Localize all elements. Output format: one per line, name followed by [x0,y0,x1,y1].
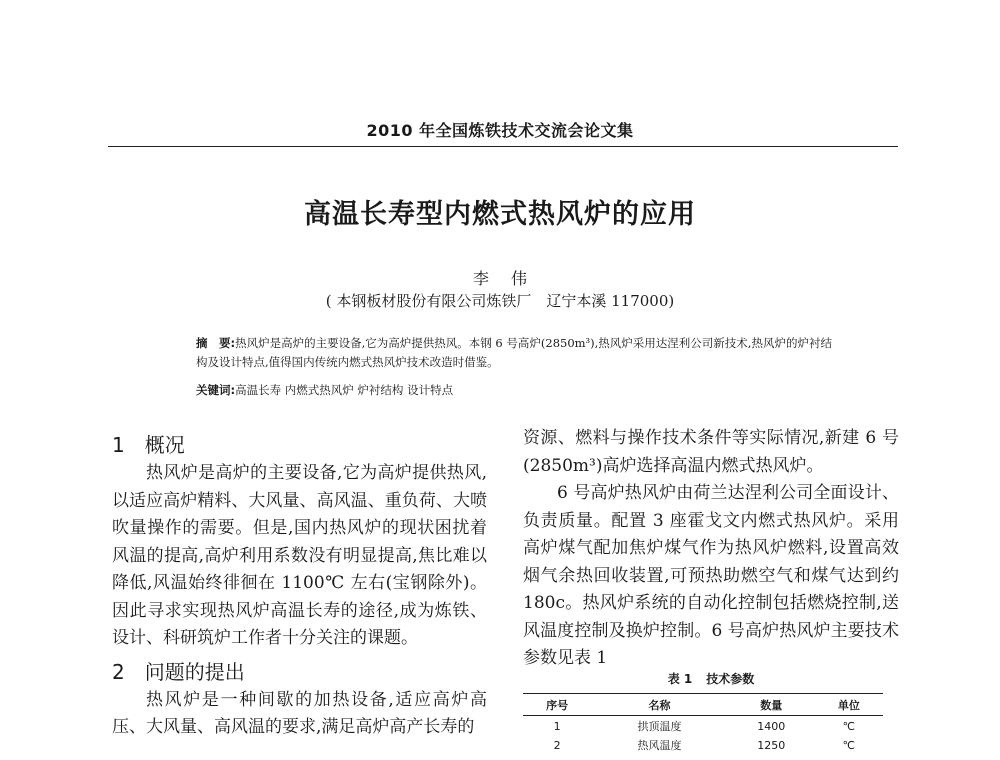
affiliation: ( 本钢板材股份有限公司炼铁厂 辽宁本溪 117000) [325,292,675,310]
section-heading [112,657,487,687]
left-column [112,430,487,742]
table-header-cell: 序号 [523,694,591,716]
author-name: 李伟 [472,269,549,288]
paper-title: 高温长寿型内燃式热风炉的应用 [304,199,696,230]
abstract-text: 热风炉是高炉的主要设备,它为高炉提供热风。本钢 6 号高炉(2850m³),热风炉采用达涅利公司新技术,热风炉的炉衬结构及设计特点,值得国内传统内燃式热风炉技术改造时借鉴。 [196,336,832,369]
table-header-row [523,694,883,716]
table-cell: 1400 [757,719,786,733]
abstract-label: 摘 要: [196,336,236,350]
keywords [196,381,836,400]
table-cell: 2 [553,738,561,752]
table-cell: ℃ [842,738,856,752]
table-header-cell: 单位 [815,694,883,716]
author [0,266,1000,289]
table-caption-title: 技术参数 [706,672,755,686]
section-heading [112,430,487,460]
section-paragraph: 热风炉是高炉的主要设备,它为高炉提供热风,以适应高炉精料、大风量、高风温、重负荷、大喷吹量操作的需要。但是,国内热风炉的现状困扰着风温的提高,高炉利用系数没有明显提高,焦比难以降低,风温始终徘徊在 1100℃ 左右(宝钢除外)。因此寻求实现热风炉高温长寿的途径,成为炼铁、设计、科研筑炉工作者十分关注的课题。 [112,463,487,648]
parameters-table [523,693,883,754]
table-cell: 1 [553,719,561,733]
header-rule [108,146,898,147]
section-paragraph: 热风炉是一种间歇的加热设备,适应高炉高压、大风量、高风温的要求,满足高炉高产长寿的 [112,689,487,737]
table-row [523,716,883,736]
paragraph: 6 号高炉热风炉由荷兰达涅利公司全面设计、负责质量。配置 3 座霍戈文内燃式热风炉。采用高炉煤气配加焦炉煤气作为热风炉燃料,设置高效烟气余热回收装置,可预热助燃空气和煤气达到约 180c。热风炉系统的自动化控制包括燃烧控制,送风温度控制及换炉控制。6 号高炉热风炉主要技术参数见表 1 [523,483,899,668]
table-cell: 热风温度 [637,739,682,752]
section-title: 概况 [144,433,185,457]
section-number: 2 [112,659,125,684]
section-title: 问题的提出 [144,659,245,684]
proceedings-header: 2010 年全国炼铁技术交流会论文集 [366,121,634,140]
table-caption-label: 表 1 [667,672,693,686]
table-cell: ℃ [842,719,856,733]
table-caption [523,670,899,687]
keywords-label: 关键词: [196,383,236,397]
table-header-cell: 数量 [728,694,815,716]
table-row [523,735,883,754]
continued-paragraph: 资源、燃料与操作技术条件等实际情况,新建 6 号(2850m³)高炉选择高温内燃式热风炉。 [523,428,899,476]
keywords-text: 高温长寿 内燃式热风炉 炉衬结构 设计特点 [235,383,454,397]
abstract [196,334,836,372]
section-number: 1 [112,433,125,457]
table-cell: 拱顶温度 [637,720,682,733]
table-header-cell: 名称 [591,694,728,716]
table-cell: 1250 [757,738,786,752]
right-column [523,425,899,673]
